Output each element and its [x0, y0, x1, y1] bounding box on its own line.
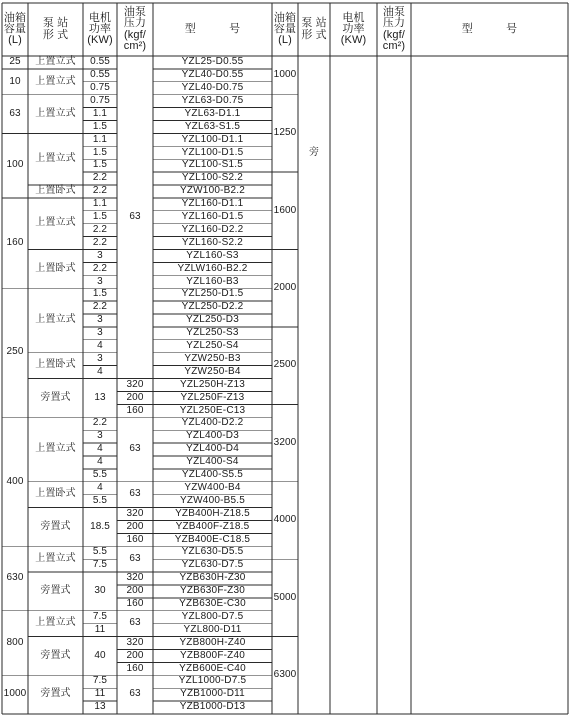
right-capacity-cell: 6300	[273, 669, 297, 681]
column-header-model: 型 号	[184, 22, 241, 35]
left-model-cell: YZL250-D3	[186, 314, 239, 326]
left-power-cell: 1.5	[92, 211, 108, 222]
left-model-cell: YZL400-D2.2	[181, 417, 244, 429]
left-power-cell: 4	[97, 456, 103, 468]
left-power-cell: 3	[97, 275, 103, 287]
left-power-cell: 3	[97, 314, 103, 326]
left-model-cell: YZW250-B3	[184, 352, 241, 364]
left-model-cell: YZL160-B3	[186, 275, 239, 287]
right-capacity-cell: 2000	[273, 281, 297, 293]
left-power-cell: 1.1	[92, 133, 108, 145]
left-capacity-cell: 400	[6, 475, 24, 487]
left-power-cell: 5.5	[92, 469, 108, 481]
left-power-cell: 1.5	[92, 159, 108, 171]
left-power-cell: 4	[97, 340, 103, 352]
left-power-cell: 5.5	[92, 494, 108, 506]
left-capacity-cell: 1000	[3, 688, 27, 700]
left-form-cell: 旁置式	[40, 585, 71, 597]
column-header-motor-power: 电机 功率 (KW)	[340, 11, 367, 47]
left-model-cell: YZL160-D1.1	[181, 198, 244, 210]
left-model-cell: YZL800-D11	[183, 623, 242, 635]
column-header-pump-pressure: 油泵 压力 (kgf/ cm²)	[123, 6, 147, 52]
left-form-cell: 上置立式	[35, 314, 76, 326]
left-model-cell: YZL160-D2.2	[181, 223, 244, 235]
left-model-cell: YZL250-D1.5	[181, 288, 244, 300]
left-power-cell: 3	[97, 327, 103, 339]
left-model-cell: YZB400H-Z18.5	[175, 507, 250, 519]
left-model-cell: YZB630E-C30	[179, 598, 246, 610]
left-model-cell: YZB630H-Z30	[179, 572, 246, 584]
left-form-cell: 上置立式	[35, 217, 76, 229]
left-pressure-cell: 320	[126, 507, 144, 519]
left-model-cell: YZL1000-D7.5	[178, 675, 247, 687]
column-header-station-form: 泵 站 形 式	[301, 17, 327, 41]
left-power-cell: 7.5	[92, 559, 108, 571]
left-model-cell: YZB630F-Z30	[179, 585, 245, 597]
column-header-tank-capacity: 油箱 容量 (L)	[273, 11, 297, 47]
left-power-cell: 1.1	[92, 198, 108, 210]
left-model-cell: YZL400-D4	[186, 443, 239, 455]
left-model-cell: YZL250-D2.2	[181, 301, 244, 313]
left-power-cell: 0.75	[90, 81, 110, 93]
left-pressure-cell: 63	[129, 552, 141, 564]
left-model-cell: YZW400-B5.5	[179, 494, 245, 506]
right-capacity-cell: 3200	[273, 436, 297, 448]
left-pressure-cell: 63	[129, 488, 141, 500]
left-pressure-cell: 63	[129, 443, 141, 455]
left-model-cell: YZL250-S4	[186, 340, 239, 352]
left-model-cell: YZL100-S1.5	[181, 159, 244, 171]
left-form-cell: 上置立式	[35, 443, 76, 455]
left-capacity-cell: 800	[6, 636, 24, 648]
left-model-cell: YZB400E-C18.5	[174, 533, 251, 545]
left-model-cell: YZL63-S1.5	[184, 120, 241, 132]
left-capacity-cell: 100	[6, 159, 24, 171]
left-model-cell: YZB400F-Z18.5	[175, 520, 250, 532]
left-power-cell: 2.2	[92, 172, 108, 184]
left-model-cell: YZL160-D1.5	[181, 211, 244, 222]
left-power-cell: 2.2	[92, 262, 108, 274]
left-capacity-cell: 160	[6, 236, 24, 248]
left-power-cell: 1.5	[92, 120, 108, 132]
left-model-cell: YZL630-D7.5	[181, 559, 244, 571]
left-power-cell: 2.2	[92, 223, 108, 235]
left-model-cell: YZL400-D3	[186, 430, 239, 442]
right-capacity-cell: 1250	[273, 127, 297, 139]
left-capacity-cell: 630	[6, 572, 24, 584]
left-power-cell: 11	[94, 688, 106, 700]
left-form-cell: 上置立式	[35, 107, 76, 119]
left-model-cell: YZL250E-C13	[179, 404, 246, 416]
left-pressure-cell: 200	[126, 585, 144, 597]
left-pressure-cell: 63	[129, 617, 141, 629]
left-power-cell: 3	[97, 249, 103, 261]
left-form-cell: 上置立式	[35, 617, 76, 629]
left-model-cell: YZL400-S5.5	[181, 469, 244, 481]
left-capacity-cell: 250	[6, 346, 24, 358]
left-model-cell: YZB1000-D13	[179, 701, 246, 713]
left-power-cell: 7.5	[92, 675, 108, 687]
left-power-cell: 2.2	[92, 236, 108, 248]
left-capacity-cell: 25	[9, 56, 21, 68]
left-pressure-cell: 160	[126, 598, 144, 610]
left-capacity-cell: 10	[9, 75, 21, 87]
left-pressure-cell: 200	[126, 520, 144, 532]
left-power-cell: 11	[94, 623, 106, 635]
left-power-cell: 0.55	[90, 69, 110, 81]
column-header-motor-power: 电机 功率 (KW)	[87, 11, 113, 47]
right-form-chars-cell: 旁	[308, 146, 320, 158]
left-capacity-cell: 63	[9, 107, 21, 119]
left-power-cell: 1.5	[92, 146, 108, 158]
left-model-cell: YZL100-S2.2	[181, 172, 244, 184]
left-form-cell: 上置卧式	[35, 359, 76, 371]
left-form-cell: 上置立式	[35, 152, 76, 164]
left-form-cell: 上置立式	[35, 56, 76, 68]
left-form-cell: 旁置式	[40, 688, 71, 700]
left-form-cell: 上置卧式	[35, 262, 76, 274]
left-pressure-cell: 200	[126, 649, 144, 661]
left-power-cell: 2.2	[92, 301, 108, 313]
left-model-cell: YZW250-B4	[184, 365, 241, 377]
column-header-model: 型 号	[461, 22, 518, 35]
left-model-cell: YZB800H-Z40	[179, 636, 246, 648]
left-model-cell: YZL100-D1.5	[181, 146, 244, 158]
left-power-cell: 18.5	[90, 520, 110, 532]
left-model-cell: YZL40-D0.55	[181, 69, 244, 81]
right-capacity-cell: 5000	[273, 591, 297, 603]
left-model-cell: YZB600E-C40	[179, 662, 246, 674]
left-model-cell: YZL160-S3	[186, 249, 239, 261]
left-model-cell: YZW100-B2.2	[179, 185, 245, 197]
right-capacity-cell: 1000	[273, 69, 297, 81]
right-capacity-cell: 4000	[273, 514, 297, 526]
left-model-cell: YZL40-D0.75	[181, 81, 244, 93]
left-power-cell: 7.5	[92, 610, 108, 622]
left-model-cell: YZL63-D0.75	[181, 94, 244, 106]
left-model-cell: YZW400-B4	[184, 481, 241, 493]
left-power-cell: 13	[94, 701, 106, 713]
left-model-cell: YZL25-D0.55	[181, 56, 244, 68]
left-model-cell: YZL160-S2.2	[181, 236, 244, 248]
left-pressure-cell: 160	[126, 404, 144, 416]
left-model-cell: YZL800-D7.5	[181, 610, 244, 622]
left-pressure-cell: 63	[129, 211, 141, 223]
left-form-cell: 上置立式	[35, 75, 76, 87]
column-header-station-form: 泵 站 形 式	[42, 17, 69, 41]
left-form-cell: 旁置式	[40, 391, 71, 403]
left-model-cell: YZLW160-B2.2	[177, 262, 248, 274]
left-power-cell: 4	[97, 481, 103, 493]
left-form-cell: 上置卧式	[35, 488, 76, 500]
left-power-cell: 1.5	[92, 288, 108, 300]
left-form-cell: 上置卧式	[35, 185, 76, 197]
column-header-pump-pressure: 油泵 压力 (kgf/ cm²)	[382, 6, 406, 52]
left-model-cell: YZL63-D1.1	[184, 107, 241, 119]
left-power-cell: 13	[94, 391, 106, 403]
left-model-cell: YZL250-S3	[186, 327, 239, 339]
left-power-cell: 0.55	[90, 56, 110, 68]
right-capacity-cell: 1600	[273, 204, 297, 216]
left-power-cell: 3	[97, 352, 103, 364]
left-model-cell: YZB800F-Z40	[179, 649, 245, 661]
left-power-cell: 4	[97, 365, 103, 377]
left-power-cell: 0.75	[90, 94, 110, 106]
left-form-cell: 旁置式	[40, 520, 71, 532]
left-pressure-cell: 160	[126, 533, 144, 545]
left-power-cell: 40	[94, 649, 106, 661]
left-pressure-cell: 320	[126, 572, 144, 584]
left-pressure-cell: 63	[129, 688, 141, 700]
column-header-tank-capacity: 油箱 容量 (L)	[3, 11, 27, 47]
left-model-cell: YZL630-D5.5	[181, 546, 244, 558]
left-form-cell: 旁置式	[40, 649, 71, 661]
left-pressure-cell: 200	[126, 391, 144, 403]
left-power-cell: 1.1	[92, 107, 108, 119]
left-power-cell: 4	[97, 443, 103, 455]
right-capacity-cell: 2500	[273, 359, 297, 371]
left-power-cell: 2.2	[92, 417, 108, 429]
left-model-cell: YZL250H-Z13	[179, 378, 245, 390]
left-model-cell: YZL400-S4	[186, 456, 239, 468]
left-model-cell: YZL100-D1.1	[181, 133, 244, 145]
left-power-cell: 5.5	[92, 546, 108, 558]
left-model-cell: YZL250F-Z13	[180, 391, 245, 403]
left-power-cell: 3	[97, 430, 103, 442]
left-pressure-cell: 160	[126, 662, 144, 674]
left-power-cell: 2.2	[92, 185, 108, 197]
left-form-cell: 上置立式	[35, 552, 76, 564]
left-model-cell: YZB1000-D11	[180, 688, 245, 700]
left-pressure-cell: 320	[126, 378, 144, 390]
left-pressure-cell: 320	[126, 636, 144, 648]
left-power-cell: 30	[94, 585, 106, 597]
